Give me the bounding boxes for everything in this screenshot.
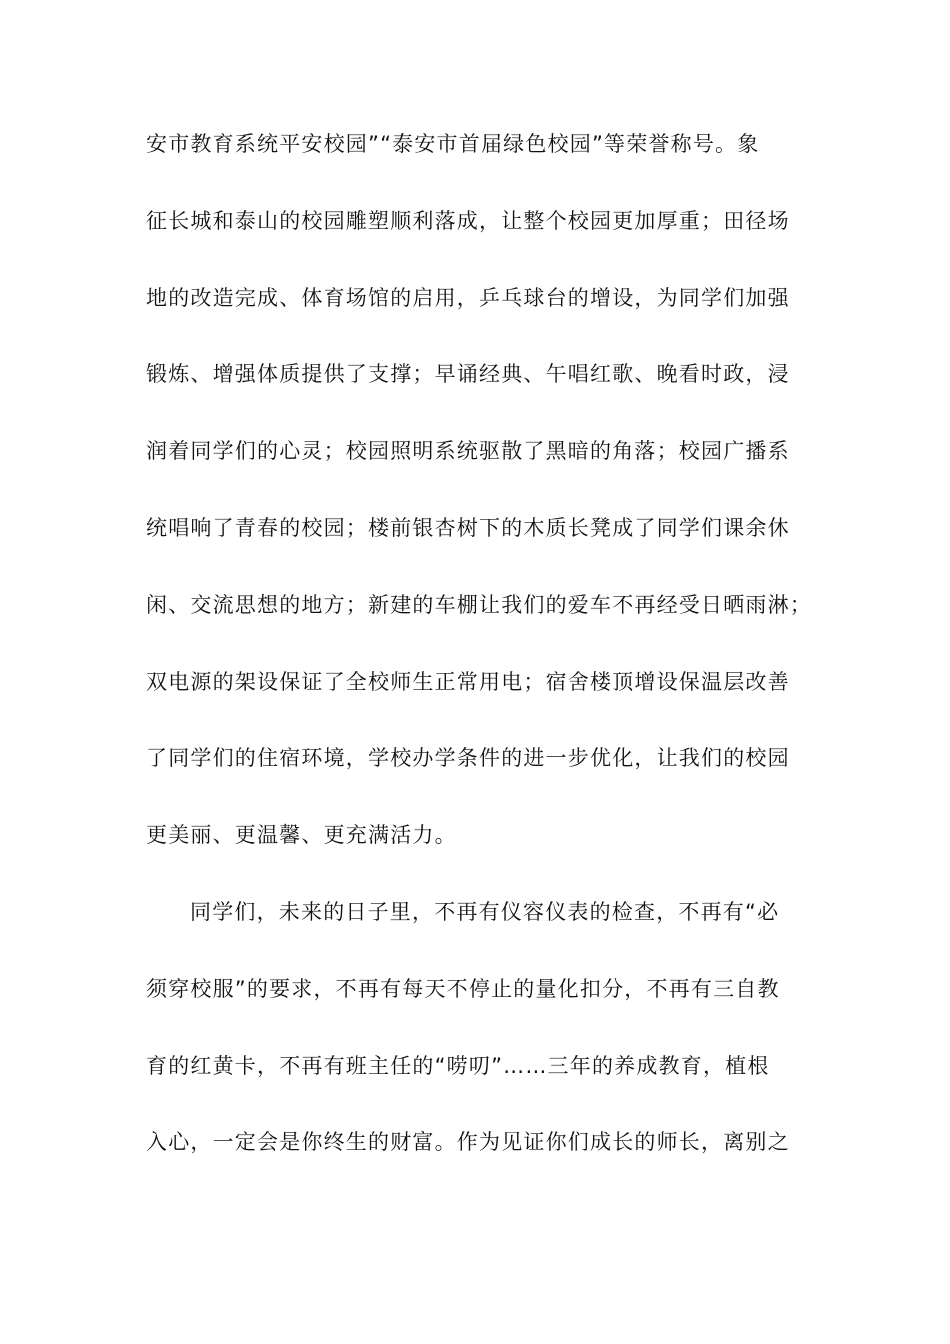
text-line: 闲、交流思想的地方；新建的车棚让我们的爱车不再经受日晒雨淋； [146,592,812,617]
body-text [146,132,812,1207]
paragraph-1 [146,132,812,900]
paragraph-2 [146,900,806,1207]
text-line: 育的红黄卡，不再有班主任的“唠叨”……三年的养成教育，植根 [146,1053,770,1078]
text-line: 锻炼、增强体质提供了支撑；早诵经典、午唱红歌、晚看时政，浸 [146,362,790,387]
text-line: 须穿校服”的要求，不再有每天不停止的量化扣分，不再有三自教 [146,976,780,1001]
text-line: 同学们，未来的日子里，不再有仪容仪表的检查，不再有“必 [190,899,780,924]
text-line: 征长城和泰山的校园雕塑顺利落成，让整个校园更加厚重；田径场 [146,208,790,233]
text-line: 安市教育系统平安校园”“泰安市首届绿色校园”等荣誉称号。象 [146,132,760,156]
text-line: 统唱响了青春的校园；楼前银杏树下的木质长凳成了同学们课余休 [146,515,790,540]
text-line: 了同学们的住宿环境，学校办学条件的进一步优化，让我们的校园 [146,746,790,771]
text-line: 润着同学们的心灵；校园照明系统驱散了黑暗的角落；校园广播系 [146,439,790,464]
text-line: 更美丽、更温馨、更充满活力。 [146,823,457,848]
text-line: 入心，一定会是你终生的财富。作为见证你们成长的师长，离别之 [146,1130,790,1155]
text-line: 地的改造完成、体育场馆的启用，乒乓球台的增设，为同学们加强 [146,285,790,310]
text-line: 双电源的架设保证了全校师生正常用电；宿舍楼顶增设保温层改善 [146,669,790,694]
